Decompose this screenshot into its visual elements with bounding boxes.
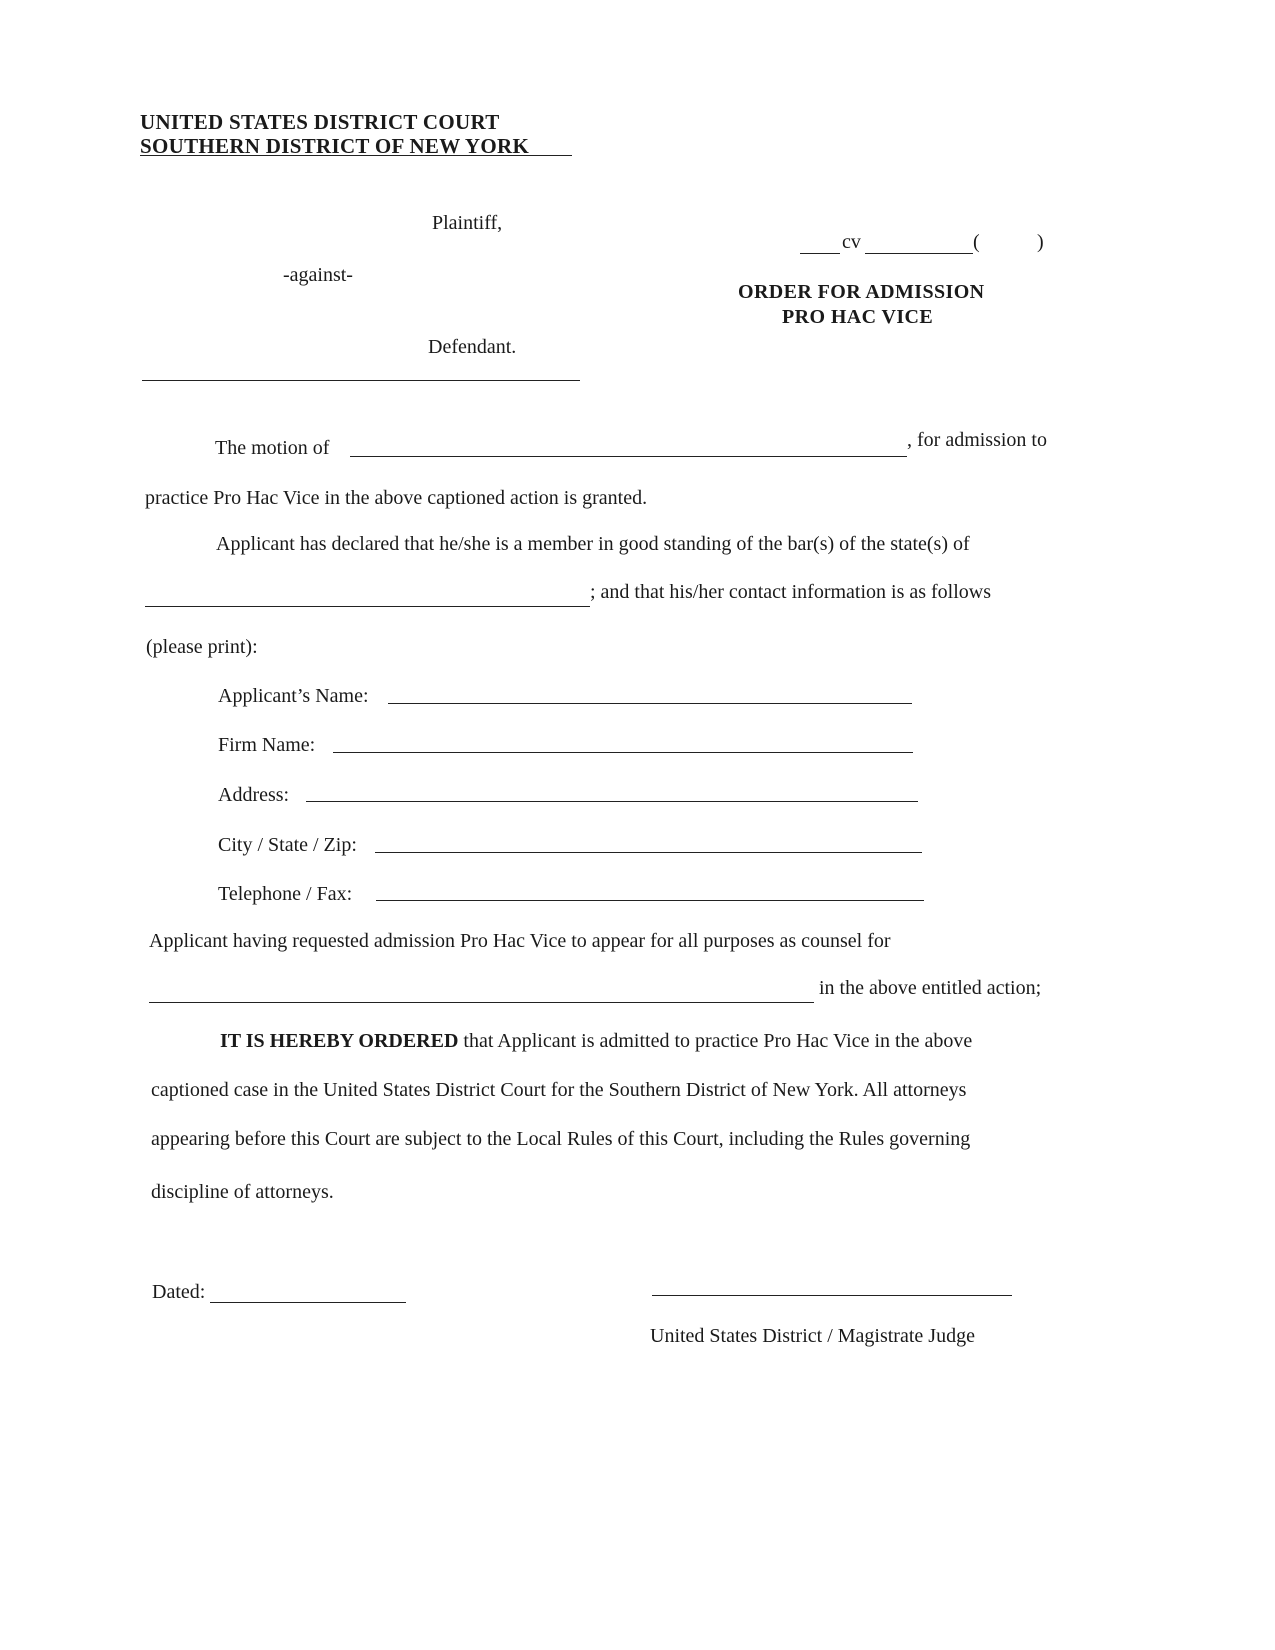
dated-blank[interactable] (210, 1302, 406, 1303)
bar-states-blank[interactable] (145, 606, 590, 607)
court-header-underline (140, 155, 572, 156)
entitled-action-suffix: in the above entitled action; (819, 977, 1042, 999)
motion-suffix: , for admission to (907, 429, 1047, 451)
dated-label: Dated: (152, 1281, 206, 1303)
city-state-zip-label: City / State / Zip: (218, 834, 357, 856)
telephone-fax-label: Telephone / Fax: (218, 883, 353, 905)
ordered-bold-text: IT IS HEREBY ORDERED (220, 1030, 459, 1052)
applicant-name-blank[interactable] (388, 703, 912, 704)
city-state-zip-blank[interactable] (375, 852, 922, 853)
case-cv-label: cv (842, 231, 861, 253)
counsel-requested-line: Applicant having requested admission Pro Hac Vice to appear for all purposes as counsel for (149, 930, 891, 952)
granted-line: practice Pro Hac Vice in the above captioned action is granted. (145, 487, 648, 509)
motion-applicant-blank[interactable] (350, 456, 907, 457)
defendant-label: Defendant. (428, 336, 517, 358)
address-label: Address: (218, 784, 290, 806)
ordered-rest-text: that Applicant is admitted to practice Pro Hac Vice in the above (458, 1030, 973, 1052)
court-name-line2: SOUTHERN DISTRICT OF NEW YORK (140, 134, 530, 158)
applicant-declared-line: Applicant has declared that he/she is a member in good standing of the bar(s) of the state(s) of (216, 533, 970, 555)
order-first-line (220, 1030, 972, 1053)
case-close-paren: ) (1037, 231, 1044, 253)
case-year-blank[interactable] (800, 253, 840, 254)
order-line4: discipline of attorneys. (151, 1181, 334, 1203)
against-label: -against- (283, 264, 353, 286)
judge-title: United States District / Magistrate Judge (650, 1325, 975, 1347)
applicant-name-label: Applicant’s Name: (218, 685, 369, 707)
case-number-blank[interactable] (865, 253, 973, 254)
plaintiff-label: Plaintiff, (432, 212, 503, 234)
order-line2: captioned case in the United States District Court for the Southern District of New York. All attorneys (151, 1079, 967, 1101)
judge-signature-line[interactable] (652, 1295, 1012, 1296)
firm-name-blank[interactable] (333, 752, 913, 753)
caption-divider (142, 380, 580, 381)
contact-info-suffix: ; and that his/her contact information is as follows (590, 581, 992, 603)
counsel-party-blank[interactable] (149, 1002, 814, 1003)
motion-prefix: The motion of (215, 437, 330, 459)
telephone-fax-blank[interactable] (376, 900, 924, 901)
order-title-line2: PRO HAC VICE (782, 306, 934, 328)
order-line3: appearing before this Court are subject to the Local Rules of this Court, including the Rules governing (151, 1128, 971, 1150)
court-name-line1: UNITED STATES DISTRICT COURT (140, 110, 500, 134)
please-print-label: (please print): (146, 636, 258, 658)
order-title-line1: ORDER FOR ADMISSION (738, 281, 985, 303)
firm-name-label: Firm Name: (218, 734, 316, 756)
case-open-paren: ( (973, 231, 980, 253)
address-blank[interactable] (306, 801, 918, 802)
